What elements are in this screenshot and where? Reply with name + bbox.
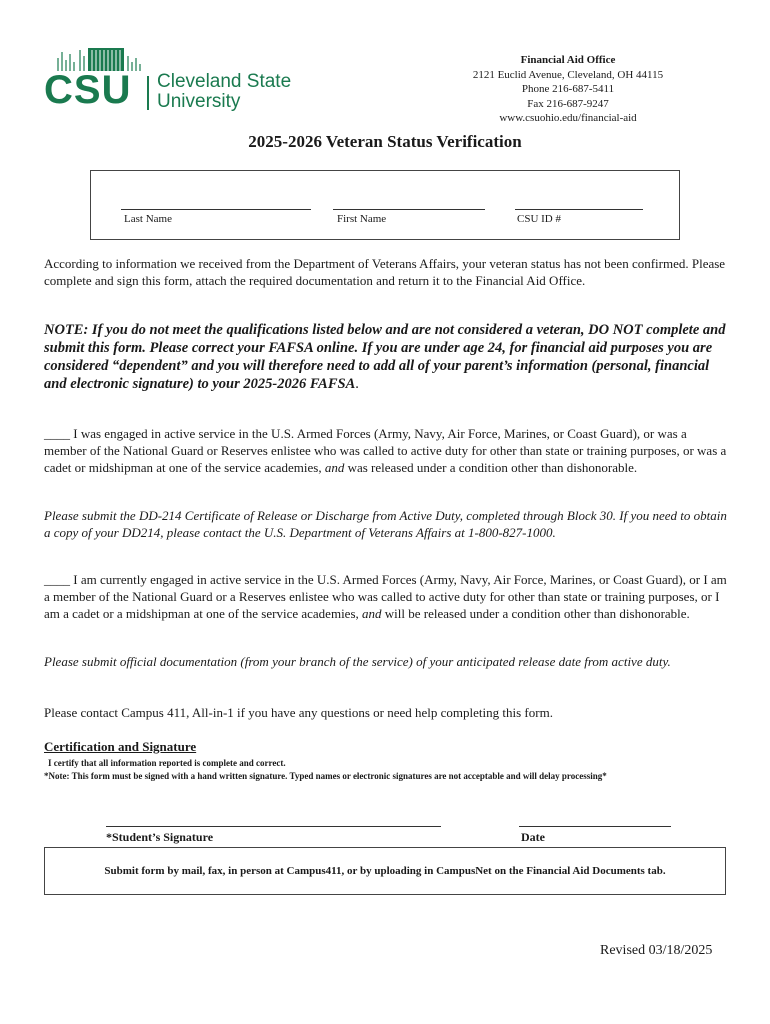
date-field[interactable] bbox=[519, 826, 671, 827]
option-1-and: and bbox=[324, 460, 345, 475]
office-address: 2121 Euclid Avenue, Cleveland, OH 44115 bbox=[472, 68, 664, 81]
csu-id-label: CSU ID # bbox=[517, 213, 562, 225]
option-1-checkbox[interactable]: ____ bbox=[44, 426, 70, 441]
office-title: Financial Aid Office bbox=[520, 54, 616, 66]
logo-divider bbox=[147, 76, 149, 110]
intro-paragraph: According to information we received from the Department of Veterans Affairs, your veteran status has not been confirmed. Please complete and sign this form, attach the required documentation and return it to the Financial Aid Office. bbox=[44, 256, 726, 288]
option-2-text-a: I am currently engaged in active service in the U.S. Armed Forces (Army, Navy, Air Force, Marines, or Coast Guard), or I am a member of the National Guard or a Reserves enlistee who was called to active duty for other than state or training purposes, or I am a cadet or a midshipman at one of the service academies, bbox=[44, 572, 727, 621]
date-label: Date bbox=[521, 830, 545, 844]
form-title: 2025-2026 Veteran Status Verification bbox=[248, 132, 522, 151]
certification-statement: I certify that all information reported is complete and correct. bbox=[48, 758, 286, 768]
submit-instructions-box: Submit form by mail, fax, in person at Campus411, or by uploading in CampusNet on the Financial Aid Documents tab. bbox=[44, 847, 726, 895]
first-name-label: First Name bbox=[337, 213, 387, 225]
logo-letters: CSU bbox=[44, 68, 132, 112]
office-website[interactable]: www.csuohio.edu/financial-aid bbox=[499, 112, 637, 125]
revision-date: Revised 03/18/2025 bbox=[600, 943, 713, 958]
option-1-text-a: I was engaged in active service in the U.S. Armed Forces (Army, Navy, Air Force, Marines, or Coast Guard), or was a member of the National Guard or Reserves enlistee who was called to active duty for other than state or training purposes, or was a cadet or midshipman at one of the service academies, bbox=[44, 426, 727, 475]
option-2-paragraph bbox=[44, 571, 728, 622]
last-name-field[interactable] bbox=[121, 209, 311, 210]
university-name bbox=[157, 72, 291, 112]
csu-logo bbox=[44, 44, 314, 116]
office-fax: Fax 216-687-9247 bbox=[527, 97, 609, 110]
option-2-instruction: Please submit official documentation (from your branch of the service) of your anticipated release date from active duty. bbox=[44, 654, 671, 669]
option-2-text-b: will be released under a condition other than dishonorable. bbox=[381, 606, 690, 621]
contact-paragraph: Please contact Campus 411, All-in-1 if you have any questions or need help completing this form. bbox=[44, 705, 553, 720]
option-1-paragraph bbox=[44, 425, 728, 476]
office-phone: Phone 216-687-5411 bbox=[521, 83, 615, 96]
name-fields-box bbox=[90, 170, 680, 240]
first-name-field[interactable] bbox=[333, 209, 485, 210]
note-paragraph bbox=[44, 321, 728, 393]
university-name-line1: Cleveland State bbox=[157, 71, 292, 92]
option-1-instruction: Please submit the DD-214 Certificate of Release or Discharge from Active Duty, completed through Block 30. If you need to obtain a copy of your DD214, please contact the U.S. Department of Veterans Affairs at 1-800-827-1000. bbox=[44, 508, 727, 540]
option-1-text-b: was released under a condition other than dishonorable. bbox=[344, 460, 638, 475]
signature-field[interactable] bbox=[106, 826, 441, 827]
signature-label: *Student’s Signature bbox=[106, 830, 214, 844]
option-2-and: and bbox=[362, 606, 382, 621]
csu-id-field[interactable] bbox=[515, 209, 643, 210]
note-end: . bbox=[355, 376, 359, 392]
certification-heading: Certification and Signature bbox=[44, 739, 197, 754]
option-2-checkbox[interactable]: ____ bbox=[44, 572, 70, 587]
signature-note: *Note: This form must be signed with a hand written signature. Typed names or electronic signatures are not acceptable and will delay processing* bbox=[44, 771, 607, 781]
note-text: NOTE: If you do not meet the qualifications listed below and are not considered a veteran, DO NOT complete and submit this form. Please correct your FAFSA online. If you are under age 24, for financial aid purposes you are considered “dependent” and you will therefore need to add all of your parent’s information (personal, financial and electronic signature) to your 2025-2026 FAFSA bbox=[44, 322, 726, 392]
university-name-line2: University bbox=[157, 91, 241, 112]
office-address-block bbox=[440, 53, 696, 126]
last-name-label: Last Name bbox=[124, 213, 172, 225]
